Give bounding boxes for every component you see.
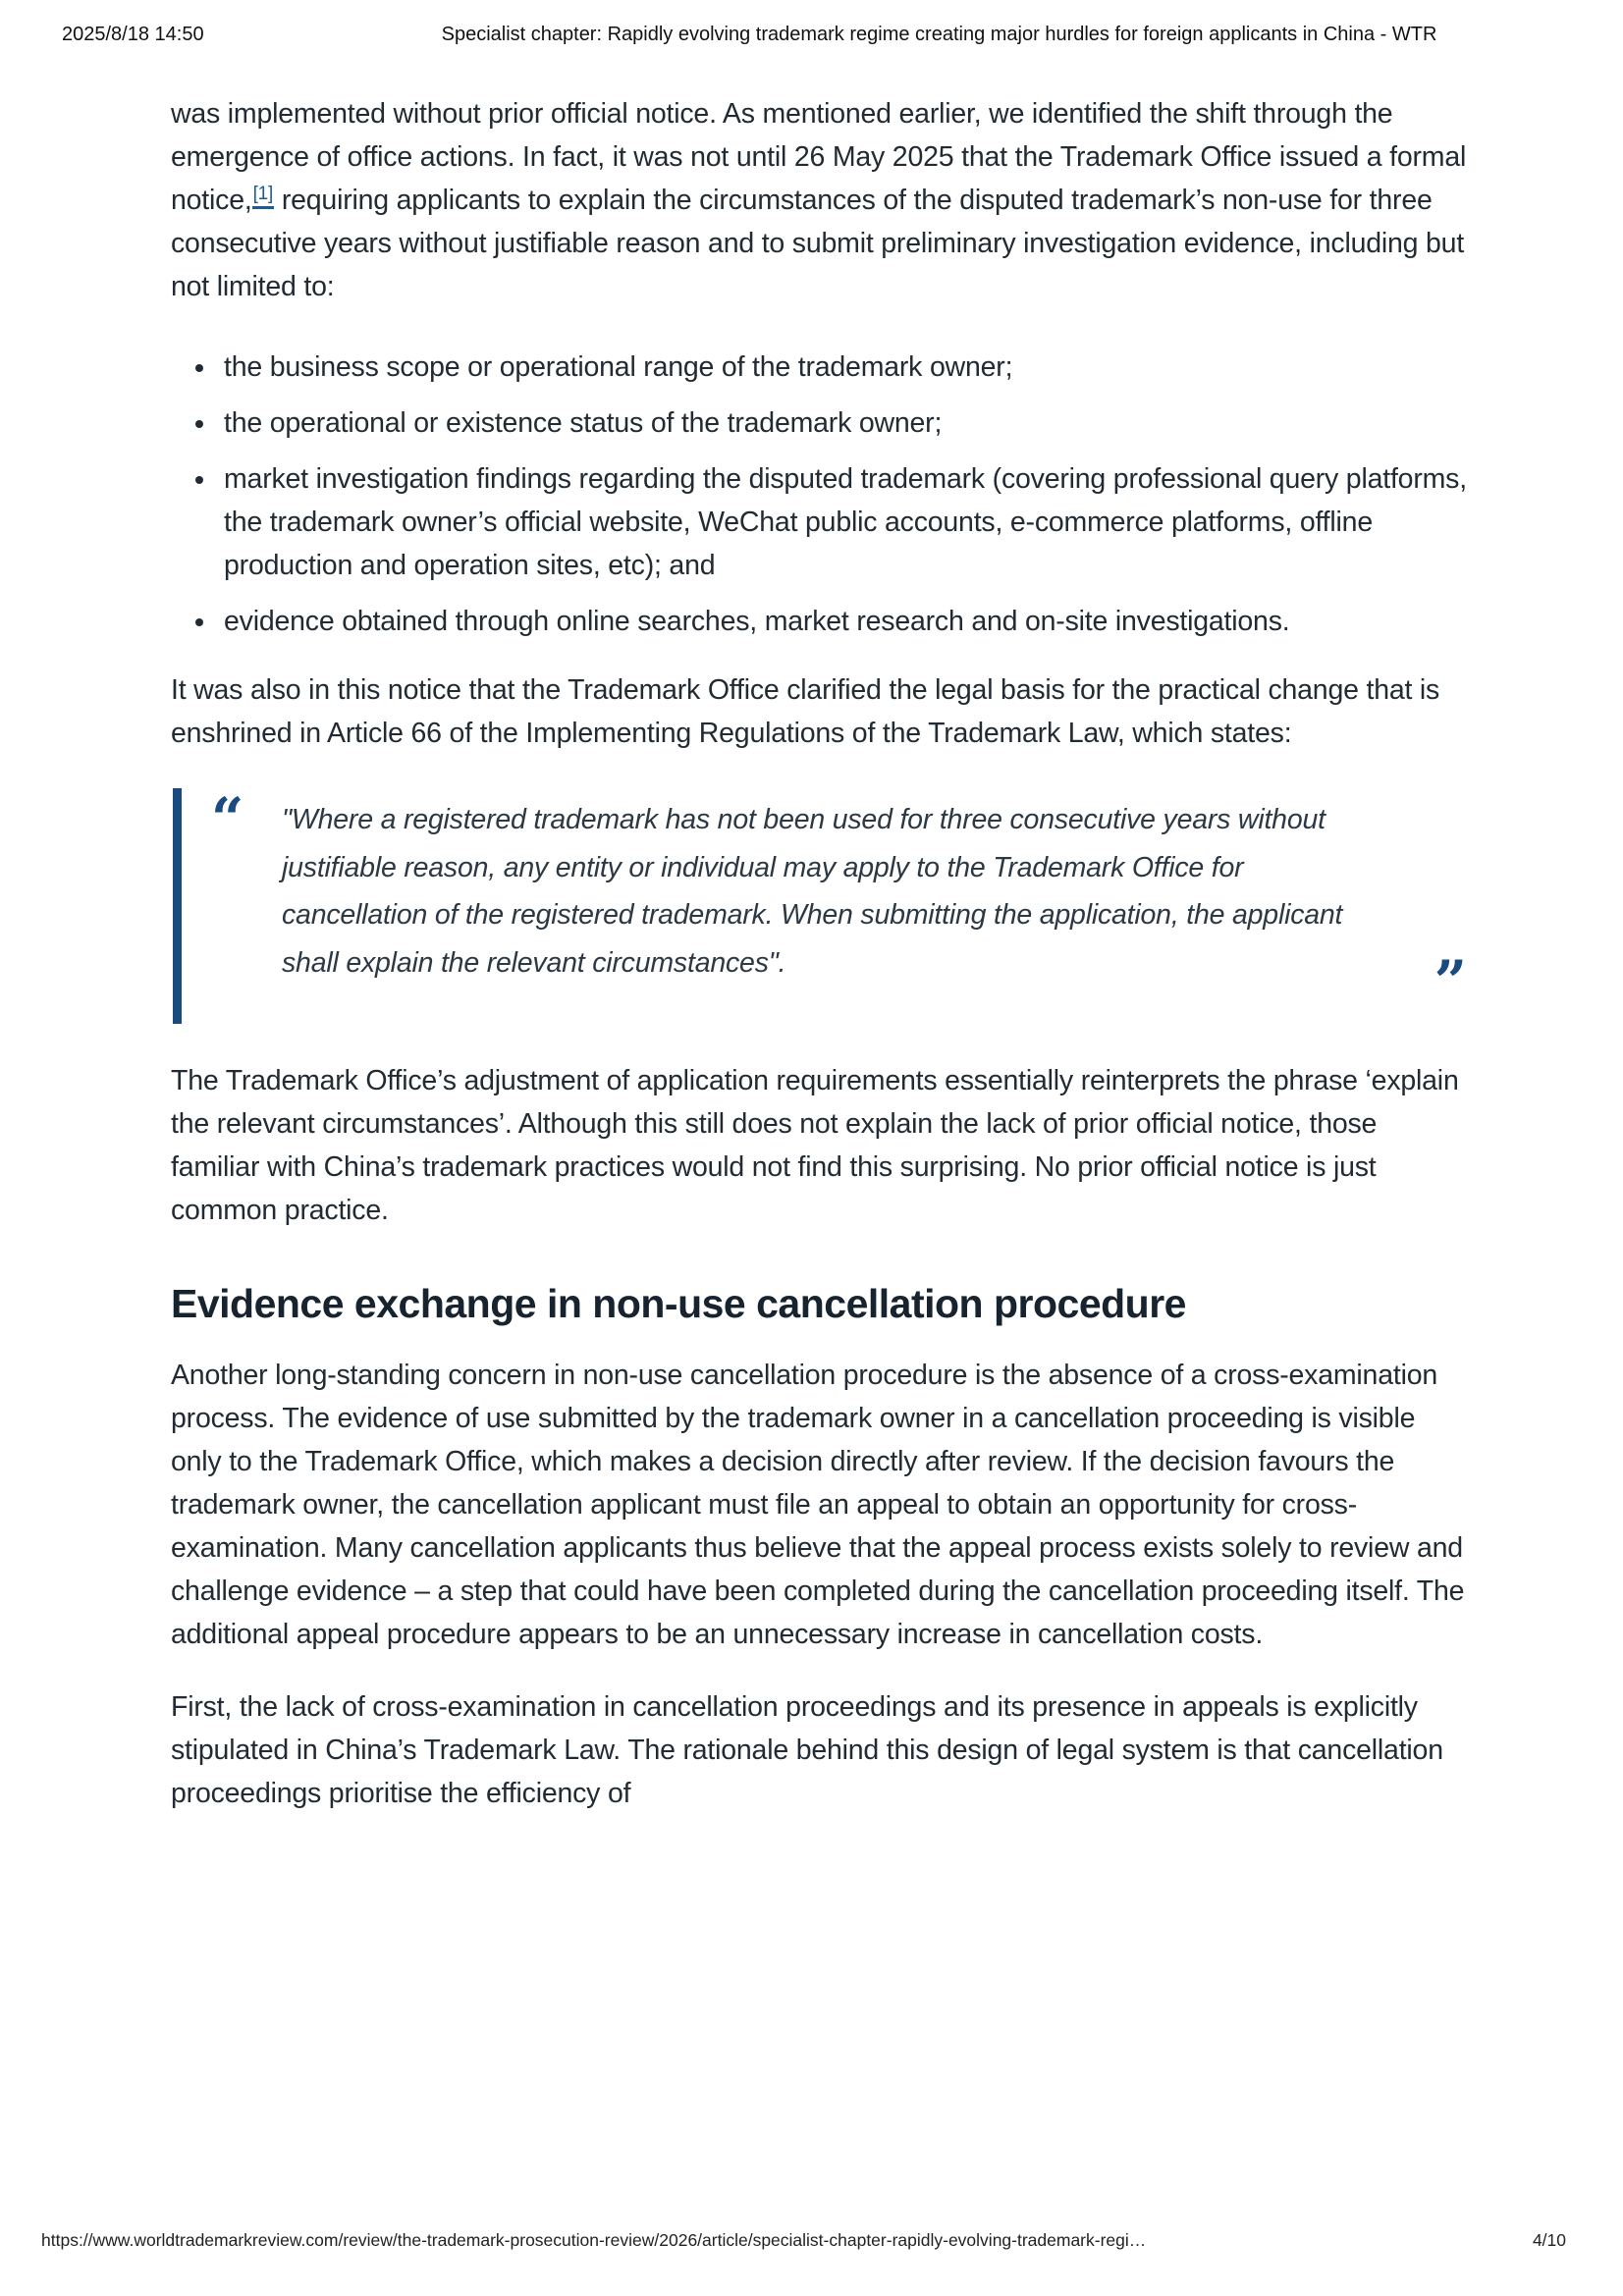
list-item: • evidence obtained through online searches, market research and on-site investigations. (218, 600, 1469, 643)
paragraph-text-after-ref: requiring applicants to explain the circumstances of the disputed trademark’s non-use for three consecutive years without justifiable reason and to submit preliminary investigation evidence, including but not limited to: (171, 185, 1465, 302)
article-body (171, 92, 1469, 1844)
evidence-bullet-list (171, 346, 1469, 643)
blockquote-text: "Where a registered trademark has not been used for three consecutive years without justifiable reason, any entity or individual may apply to the Trademark Office for cancellation of the registered trademark. When submitting the application, the applicant shall explain the relevant circumstances". (282, 804, 1343, 979)
document-title: Specialist chapter: Rapidly evolving trademark regime creating major hurdles for foreign applicants in China - WTR (441, 24, 1437, 45)
open-quote-icon: “ (211, 785, 244, 852)
print-footer (0, 2230, 1623, 2254)
print-header (0, 24, 1623, 53)
regulation-blockquote (173, 785, 1469, 1024)
paragraph-text-before-ref: was implemented without prior official notice. As mentioned earlier, we identified the shift through the emergence of office actions. In fact, it was not until 26 May 2025 that the Trademark Office issued a formal notice, (171, 98, 1467, 216)
paragraph-notice-requirements (171, 92, 1469, 308)
page-number: 4/10 (1532, 2230, 1566, 2250)
print-timestamp: 2025/8/18 14:50 (62, 24, 204, 45)
paragraph-cross-examination-concern: Another long-standing concern in non-use cancellation procedure is the absence of a cross-examination process. The evidence of use submitted by the trademark owner in a cancellation proceeding is visible only to the Trademark Office, which makes a decision directly after review. If the decision favours the trademark owner, the cancellation applicant must file an appeal to obtain an opportunity for cross-examination. Many cancellation applicants thus believe that the appeal process exists solely to review and challenge evidence – a step that could have been completed during the cancellation proceeding itself. The additional appeal procedure appears to be an unnecessary increase in cancellation costs. (171, 1360, 1465, 1650)
list-item: • the operational or existence status of the trademark owner; (218, 401, 1469, 445)
footnote-ref-link[interactable]: [1] (252, 184, 275, 209)
paragraph-trademark-law-rationale: First, the lack of cross-examination in cancellation proceedings and its presence in appeals is explicitly stipulated in China’s Trademark Law. The rationale behind this design of legal system is that cancellation proceedings prioritise the efficiency of (171, 1691, 1443, 1809)
close-quote-icon: ” (1434, 948, 1467, 1015)
section-heading-evidence-exchange: Evidence exchange in non-use cancellation procedure (171, 1281, 1186, 1326)
list-item: • the business scope or operational range of the trademark owner; (218, 346, 1469, 389)
source-url: https://www.worldtrademarkreview.com/review/the-trademark-prosecution-review/2026/article/specialist-chapter-rapidly-evolving-trademark-regi… (41, 2230, 1147, 2250)
paragraph-reinterpretation: The Trademark Office’s adjustment of application requirements essentially reinterprets the phrase ‘explain the relevant circumstances’. Although this still does not explain the lack of prior official notice, those familiar with China’s trademark practices would not find this surprising. No prior official notice is just common practice. (171, 1065, 1459, 1226)
paragraph-legal-basis: It was also in this notice that the Trademark Office clarified the legal basis for the practical change that is enshrined in Article 66 of the Implementing Regulations of the Trademark Law, which states: (171, 674, 1440, 749)
list-item: • market investigation findings regarding the disputed trademark (covering professional query platforms, the trademark owner’s official website, WeChat public accounts, e-commerce platforms, offline production and operation sites, etc); and (218, 457, 1469, 587)
